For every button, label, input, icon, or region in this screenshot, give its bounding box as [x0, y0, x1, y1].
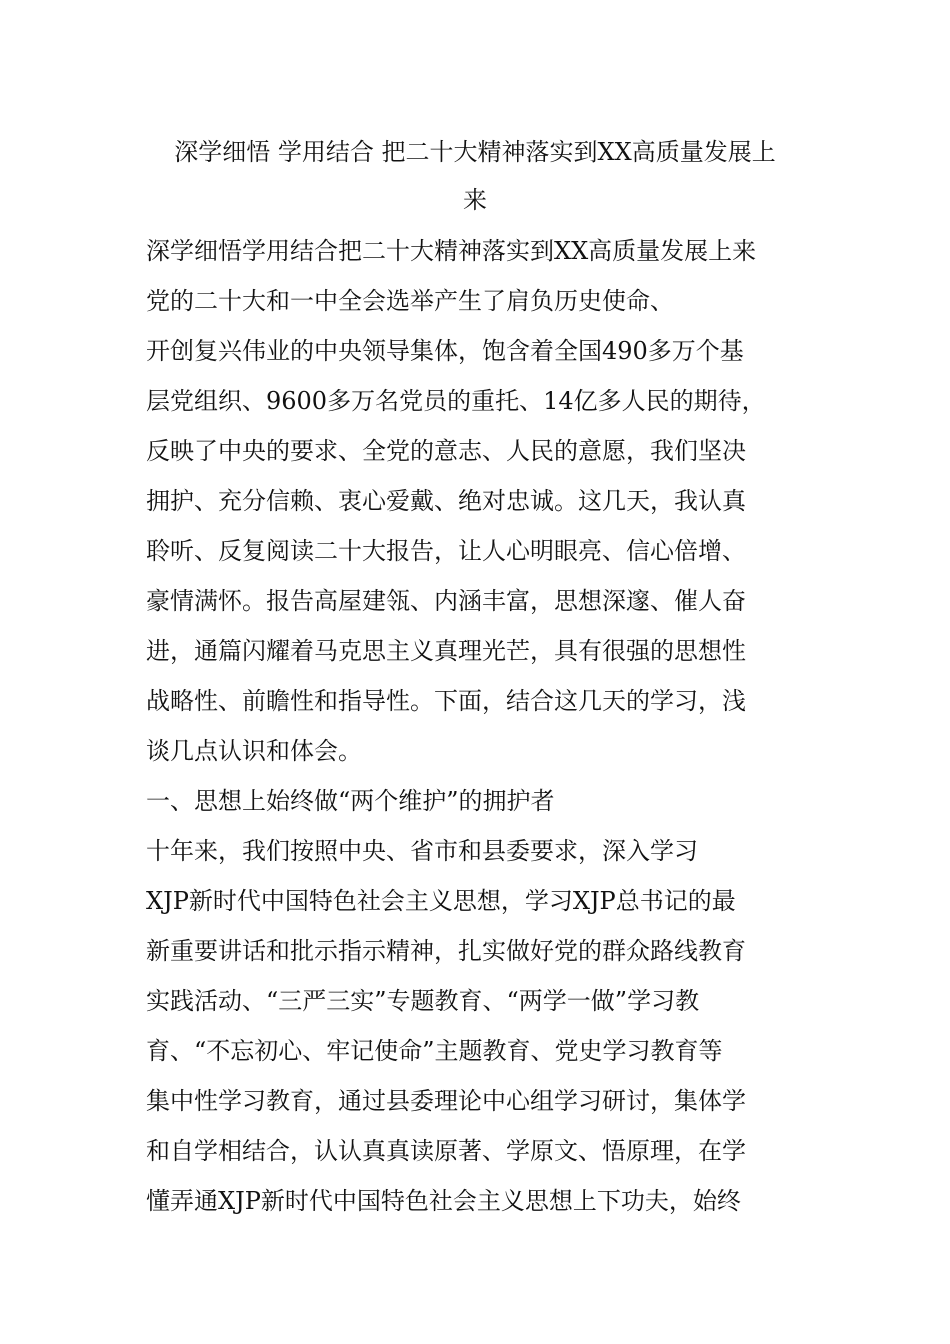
document-subtitle: 深学细悟学用结合把二十大精神落实到XX高质量发展上来 [146, 237, 757, 265]
body-line: 十年来，我们按照中央、省市和县委要求，深入学习 [146, 837, 698, 865]
body-line: 谈几点认识和体会。 [146, 737, 362, 765]
body-line: 懂弄通XJP新时代中国特色社会主义思想上下功夫，始终 [146, 1187, 741, 1215]
body-line: 层党组织、9600多万名党员的重托、14亿多人民的期待， [146, 387, 766, 415]
title-line-1: 深学细悟 学用结合 把二十大精神落实到XX高质量发展上 [174, 138, 776, 166]
body-line: 聆听、反复阅读二十大报告，让人心明眼亮、信心倍增、 [146, 537, 746, 565]
title-line-2: 来 [463, 186, 487, 214]
body-line: 实践活动、“三严三实”专题教育、“两学一做”学习教 [146, 987, 700, 1015]
document-title [120, 128, 830, 224]
body-line: XJP新时代中国特色社会主义思想，学习XJP总书记的最 [146, 887, 736, 915]
body-line: 反映了中央的要求、全党的意志、人民的意愿，我们坚决 [146, 437, 746, 465]
body-line: 开创复兴伟业的中央领导集体，饱含着全国490多万个基 [146, 337, 744, 365]
body-line: 新重要讲话和批示指示精神，扎实做好党的群众路线教育 [146, 937, 746, 965]
body-line: 进，通篇闪耀着马克思主义真理光芒，具有很强的思想性 [146, 637, 746, 665]
body-line: 集中性学习教育，通过县委理论中心组学习研讨，集体学 [146, 1087, 746, 1115]
body-line: 豪情满怀。报告高屋建瓴、内涵丰富，思想深邃、催人奋 [146, 587, 746, 615]
section-heading: 一、思想上始终做“两个维护”的拥护者 [146, 787, 555, 815]
body-line: 拥护、充分信赖、衷心爱戴、绝对忠诚。这几天，我认真 [146, 487, 746, 515]
body-line: 党的二十大和一中全会选举产生了肩负历史使命、 [146, 287, 674, 315]
body-line: 战略性、前瞻性和指导性。下面，结合这几天的学习，浅 [146, 687, 746, 715]
body-line: 育、“不忘初心、牢记使命”主题教育、党史学习教育等 [146, 1037, 723, 1065]
body-line: 和自学相结合，认认真真读原著、学原文、悟原理，在学 [146, 1137, 746, 1165]
